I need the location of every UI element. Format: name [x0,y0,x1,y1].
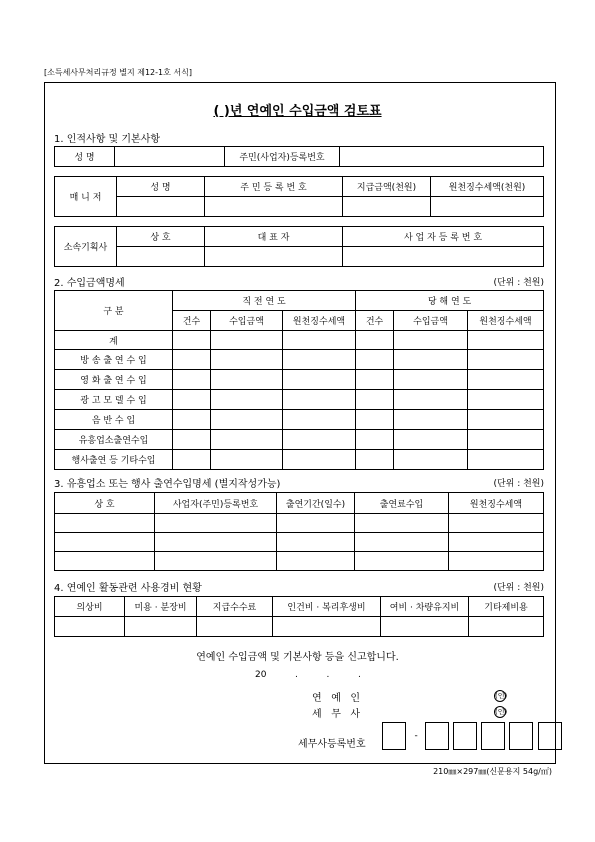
cell[interactable] [394,410,468,430]
cell[interactable] [356,370,394,390]
cell[interactable] [273,617,381,637]
cell[interactable] [394,331,468,350]
cell[interactable] [356,350,394,370]
cell[interactable] [283,410,356,430]
registration-label: 세무사등록번호 [298,739,366,750]
id-field[interactable] [340,147,544,167]
cell[interactable] [394,430,468,450]
fee-header: 지급수수료 [197,597,273,617]
venue-fee-header: 출연료수입 [355,493,449,514]
manager-table [54,176,544,217]
cell[interactable] [356,390,394,410]
cell[interactable] [355,533,449,552]
cell[interactable] [277,552,355,571]
cell[interactable] [468,331,544,350]
cell[interactable] [355,514,449,533]
curr-count-header: 건수 [356,311,394,331]
agency-rep-field[interactable] [205,247,343,267]
cell[interactable] [283,450,356,470]
manager-pay-header: 지급금액(천원) [343,177,431,197]
agency-label: 소속기획사 [55,227,117,267]
cell[interactable] [211,410,283,430]
cell[interactable] [125,617,197,637]
section1-heading: 1. 인적사항 및 기본사항 [54,134,161,145]
cell[interactable] [394,350,468,370]
expense-table [54,596,544,637]
venue-income-table [54,492,544,571]
tax-accountant-label: 세 무 사 [312,709,361,720]
cell[interactable] [283,370,356,390]
cell[interactable] [468,430,544,450]
prev-count-header: 건수 [173,311,211,331]
income-row-label: 음 반 수 입 [55,410,173,430]
cell[interactable] [155,552,277,571]
curr-year-header: 당 해 연 도 [356,291,544,311]
section4-unit: (단위 : 천원) [493,583,544,593]
prev-year-header: 직 전 연 도 [173,291,356,311]
manager-pay-field[interactable] [343,197,431,217]
cell[interactable] [55,617,125,637]
form-reference: [소득세사무처리규정 별지 제12-1호 서식] [44,68,192,77]
curr-tax-header: 원천징수세액 [468,311,544,331]
form-title: ( )년 연예인 수입금액 검토표 [213,104,382,119]
agency-name-field[interactable] [117,247,205,267]
section2-unit: (단위 : 천원) [493,278,544,288]
cell[interactable] [356,410,394,430]
cell[interactable] [211,390,283,410]
cell[interactable] [449,514,544,533]
section3-heading: 3. 유흥업소 또는 행사 출연수입명세 (별지작성가능) [54,479,281,490]
cell[interactable] [211,450,283,470]
costume-header: 의상비 [55,597,125,617]
cell[interactable] [449,533,544,552]
cell[interactable] [55,533,155,552]
cell[interactable] [283,430,356,450]
name-field[interactable] [115,147,225,167]
manager-id-header: 주 민 등 록 번 호 [205,177,343,197]
basic-info-table [54,146,544,167]
cell[interactable] [468,410,544,430]
reg-box[interactable] [382,722,406,750]
entertainer-seal[interactable]: (인) [495,692,508,700]
cell[interactable] [211,350,283,370]
cell[interactable] [394,390,468,410]
prev-amount-header: 수입금액 [211,311,283,331]
name-label: 성 명 [55,147,115,167]
reg-box[interactable] [538,722,562,750]
cell[interactable] [211,370,283,390]
cell[interactable] [283,390,356,410]
travel-header: 여비 · 차량유지비 [381,597,469,617]
cell[interactable] [155,533,277,552]
cell[interactable] [173,331,211,350]
reg-box[interactable] [481,722,505,750]
cell[interactable] [173,450,211,470]
cell[interactable] [468,350,544,370]
section2-heading: 2. 수입금액명세 [54,278,125,289]
cell[interactable] [469,617,544,637]
cell[interactable] [173,370,211,390]
cell[interactable] [55,552,155,571]
cell[interactable] [211,331,283,350]
cell[interactable] [173,430,211,450]
declaration-text: 연예인 수입금액 및 기본사항 등을 신고합니다. [196,652,399,663]
reg-box[interactable] [453,722,477,750]
income-row-label: 행사출연 등 기타수입 [55,450,173,470]
cell[interactable] [277,514,355,533]
prev-tax-header: 원천징수세액 [283,311,356,331]
labor-header: 인건비 · 복리후생비 [273,597,381,617]
income-row-label: 광 고 모 델 수 입 [55,390,173,410]
venue-tax-header: 원천징수세액 [449,493,544,514]
income-row-label: 방 송 출 연 수 입 [55,350,173,370]
paper-spec: 210㎜×297㎜(신문용지 54g/㎡) [433,767,552,776]
agency-name-header: 상 호 [117,227,205,247]
cell[interactable] [355,552,449,571]
cell[interactable] [356,430,394,450]
manager-tax-header: 원천징수세액(천원) [431,177,544,197]
manager-label: 매 니 저 [55,177,117,217]
tax-accountant-seal[interactable]: (인) [495,708,508,716]
venue-regno-header: 사업자(주민)등록번호 [155,493,277,514]
date-line[interactable]: 20 . . . [255,670,361,680]
other-header: 기타제비용 [469,597,544,617]
category-header: 구 분 [55,291,173,331]
income-row-label: 영 화 출 연 수 입 [55,370,173,390]
agency-regno-field[interactable] [343,247,544,267]
cell[interactable] [394,450,468,470]
cell[interactable] [155,514,277,533]
cell[interactable] [468,390,544,410]
cell[interactable] [356,331,394,350]
reg-box[interactable] [425,722,449,750]
id-label: 주민(사업자)등록번호 [225,147,340,167]
section3-unit: (단위 : 천원) [493,479,544,489]
cell[interactable] [468,450,544,470]
cell[interactable] [468,370,544,390]
section4-heading: 4. 연예인 활동관련 사용경비 현황 [54,583,202,594]
agency-table [54,226,544,267]
manager-id-field[interactable] [205,197,343,217]
agency-rep-header: 대 표 자 [205,227,343,247]
registration-boxes [383,722,562,750]
cell[interactable] [283,350,356,370]
cell[interactable] [55,514,155,533]
manager-name-header: 성 명 [117,177,205,197]
reg-dash: - [414,731,418,741]
reg-box[interactable] [509,722,533,750]
manager-name-field[interactable] [117,197,205,217]
cell[interactable] [356,450,394,470]
manager-tax-field[interactable] [431,197,544,217]
cell[interactable] [211,430,283,450]
cell[interactable] [381,617,469,637]
cell[interactable] [277,533,355,552]
entertainer-label: 연 예 인 [312,693,361,704]
cell[interactable] [173,390,211,410]
cell[interactable] [394,370,468,390]
cell[interactable] [197,617,273,637]
agency-regno-header: 사 업 자 등 록 번 호 [343,227,544,247]
cell[interactable] [283,331,356,350]
curr-amount-header: 수입금액 [394,311,468,331]
cell[interactable] [173,350,211,370]
income-table [54,290,544,470]
cell[interactable] [173,410,211,430]
cell[interactable] [449,552,544,571]
beauty-header: 미용 · 분장비 [125,597,197,617]
income-row-label: 유흥업소출연수입 [55,430,173,450]
venue-period-header: 출연기간(일수) [277,493,355,514]
venue-name-header: 상 호 [55,493,155,514]
income-row-label: 계 [55,331,173,350]
